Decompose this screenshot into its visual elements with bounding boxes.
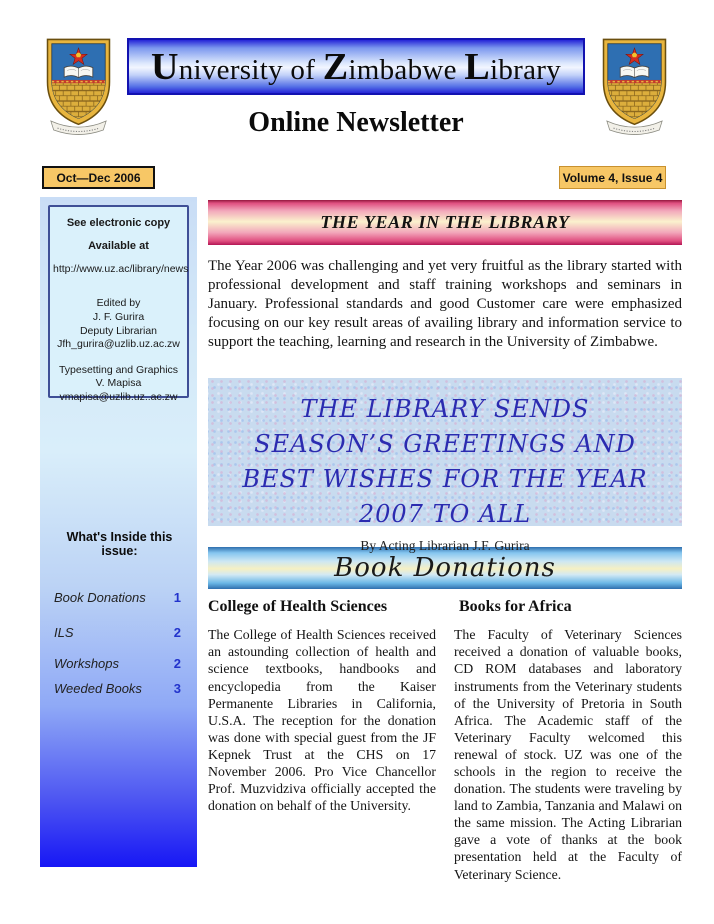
volume-issue-badge: Volume 4, Issue 4: [559, 166, 666, 189]
toc-item-page: 3: [173, 681, 181, 696]
title-text: niversity of: [178, 53, 323, 86]
column-body: The Faculty of Veterinary Sciences received a donation of valuable books, CD ROM databases and laboratory instruments from the Veterinary students of the University of Pretoria in South Africa. The Academic staff of the Veterinary Faculty welcomed this renewal of stock. UZ was one of the schools in the region to receive the donation. The students were traveling by land to Zambia, Tanzania and Malawi on the same mission. The Acting Librarian gave a vote of thanks at the book presentation held at the Faculty of Veterinary Science.: [454, 627, 682, 882]
masthead-title: [127, 38, 585, 95]
book-donations-columns: [208, 598, 682, 882]
sidebar: [40, 197, 197, 867]
toc-item-workshops: [52, 656, 187, 671]
toc-heading: What's Inside this issue:: [66, 530, 173, 558]
toc-item-label: ILS: [54, 625, 74, 640]
year-in-library-paragraph: The Year 2006 was challenging and yet very fruitful as the library started with professional development and staff training workshops and seminars in January. Professional standards and good Customer care were emphasized focusing on our key result areas of availing library and information service to support the teaching, learning and research in the University of Zimbabwe.: [208, 258, 682, 351]
contact-info-box: [48, 205, 189, 404]
edited-by-label: Edited by: [96, 297, 141, 310]
toc-item-page: 2: [173, 656, 181, 671]
typesetting-label: Typesetting and Graphics: [58, 363, 179, 376]
toc-item-label: Weeded Books: [54, 681, 142, 696]
date-badge: Oct—Dec 2006: [42, 166, 155, 189]
typesetter-email: vmapisa@uzlib.uz..ac.zw: [59, 391, 178, 404]
toc-item-book-donations: [52, 590, 187, 605]
title-text: imbabwe: [348, 53, 465, 86]
toc-item-page: 2: [173, 625, 181, 640]
toc-item-weeded-books: [52, 681, 187, 696]
toc-item-page: 1: [173, 590, 181, 605]
book-donations-heading: Book Donations: [334, 553, 556, 584]
title-initial: Z: [322, 45, 349, 88]
toc-item-label: Workshops: [54, 656, 120, 671]
main-content: [208, 200, 682, 883]
title-text: ibrary: [490, 53, 562, 86]
newsletter-subtitle: Online Newsletter: [248, 107, 464, 138]
table-of-contents: [52, 530, 187, 696]
seasons-greetings-byline: By Acting Librarian J.F. Gurira: [360, 538, 530, 554]
available-at-label: Available at: [88, 240, 149, 253]
column-books-for-africa: [454, 598, 682, 882]
title-initial: U: [150, 45, 179, 88]
toc-item-ils: [52, 625, 187, 640]
electronic-copy-label: See electronic copy: [66, 217, 171, 229]
editor-email: Jfh_gurira@uzlib.uz.ac.zw: [57, 338, 180, 351]
year-in-library-heading: THE YEAR IN THE LIBRARY: [320, 212, 570, 232]
column-body: The College of Health Sciences received an astounding collection of health and science textbooks, handbooks and encyclopedia from the Kaiser Permanente Libraries in California, U.S.A. The reception for the donation was done with special guest from the JF Kepnek Trust at the CHS on 17 November 2006. Pro Vice Chancellor Prof. Muzvidziva officially accepted the donation on behalf of the University.: [208, 627, 436, 814]
seasons-greetings-message: THE LIBRARY SENDS SEASON’S GREETINGS AND BEST WISHES FOR THE YEAR 2007 TO ALL: [242, 395, 648, 528]
editor-name: J. F. Gurira: [92, 310, 145, 323]
title-initial: L: [464, 45, 490, 88]
typesetter-name: V. Mapisa: [95, 377, 142, 390]
university-crest-icon: [46, 38, 111, 141]
column-heading: College of Health Sciences: [208, 598, 388, 616]
column-heading: Books for Africa: [459, 598, 572, 616]
column-college-of-health-sciences: [208, 598, 436, 882]
editor-title: Deputy Librarian: [79, 324, 158, 337]
year-in-library-banner: [208, 200, 682, 245]
seasons-greetings-box: [208, 378, 682, 554]
electronic-copy-url: http://www.uz.ac/library/news: [53, 262, 189, 275]
book-donations-banner: [208, 547, 682, 589]
university-crest-icon: [602, 38, 667, 141]
toc-item-label: Book Donations: [54, 590, 146, 605]
